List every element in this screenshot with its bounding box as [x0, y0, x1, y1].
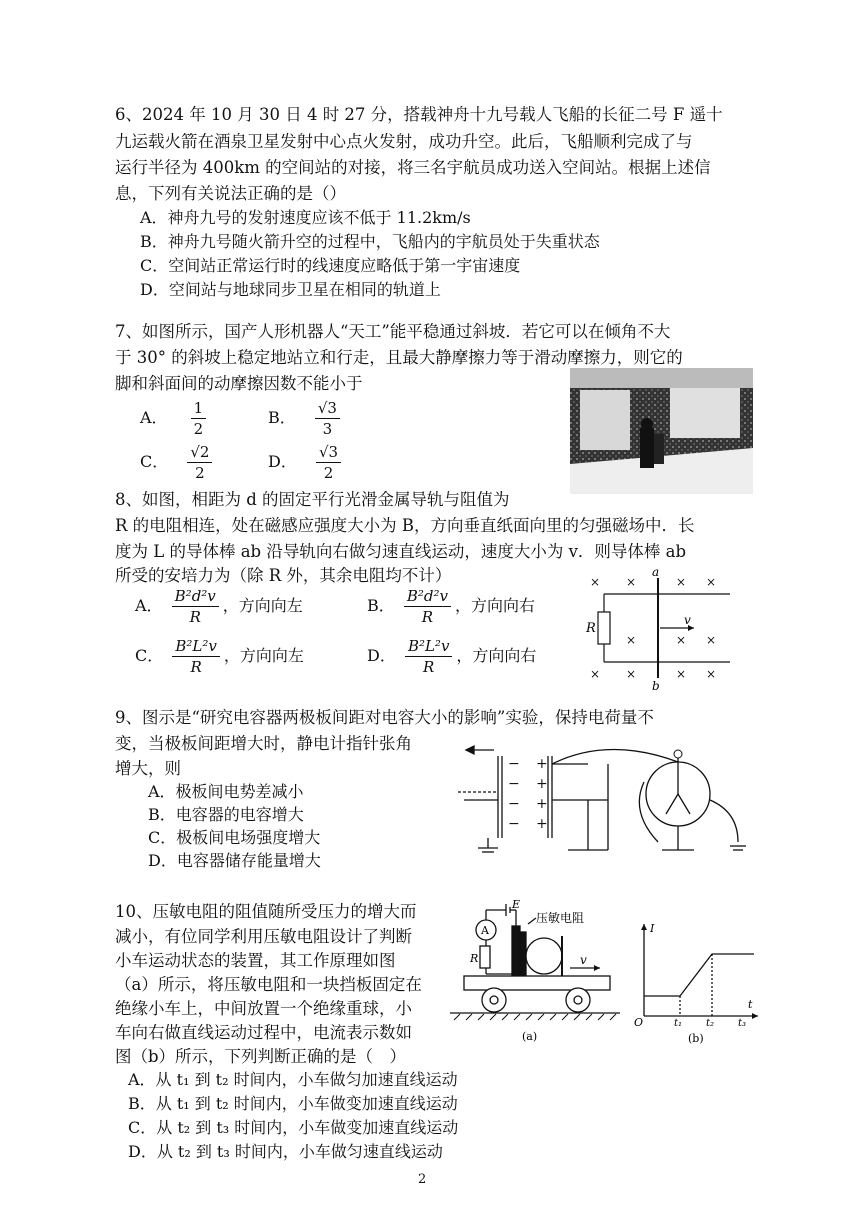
- q9-option-c: C．极板间电场强度增大: [148, 828, 321, 847]
- q7-line-2: 于 30° 的斜坡上稳定地站立和行走，且最大静摩擦力等于滑动摩擦力，则它的: [115, 348, 683, 367]
- resistor-label: R: [470, 952, 479, 965]
- q8-line-3: 度为 L 的导体棒 ab 沿导轨向右做匀速直线运动，速度大小为 v．则导体棒 ab: [115, 542, 687, 561]
- figure-a-caption: (a): [522, 1030, 538, 1043]
- axis-i-label: I: [650, 922, 655, 935]
- figure-b-caption: (b): [688, 1032, 704, 1045]
- svg-text:+: +: [536, 776, 548, 792]
- field-cross: ×: [626, 575, 637, 589]
- emf-label: E: [512, 898, 521, 911]
- svg-text:+: +: [536, 756, 548, 772]
- q6-line-1: 6、2024 年 10 月 30 日 4 时 27 分，搭载神舟十九号载人飞船的长征二号 F 遥十: [115, 105, 723, 124]
- q7-option-c-label: C．: [140, 452, 169, 471]
- q8-line-1: 8、如图，相距为 d 的固定平行光滑金属导轨与阻值为: [115, 490, 510, 509]
- q8-option-a: [135, 586, 303, 627]
- page-number: 2: [418, 1172, 427, 1187]
- numerator: 1: [191, 398, 207, 419]
- q10-line-1: 10、压敏电阻的阻值随所受压力的增大而: [115, 902, 417, 921]
- field-cross: ×: [706, 667, 717, 681]
- q8-option-a-fraction: [172, 586, 219, 627]
- q8-option-a-direction: ，方向向左: [222, 596, 303, 615]
- q8-option-b: [367, 586, 535, 627]
- field-cross: ×: [676, 575, 687, 589]
- q6-option-c: C．空间站正常运行时的线速度应略低于第一宇宙速度: [140, 256, 521, 275]
- svg-text:+: +: [536, 796, 548, 812]
- q9-option-d: D．电容器储存能量增大: [148, 851, 321, 870]
- q7-line-1: 7、如图所示，国产人形机器人“天工”能平稳通过斜坡．若它可以在倾角不大: [115, 322, 671, 341]
- ammeter-label: A: [481, 924, 489, 937]
- svg-text:−: −: [508, 816, 520, 832]
- q9-option-a: A．极板间电势差减小: [148, 782, 304, 801]
- field-cross: ×: [706, 575, 717, 589]
- q7-option-d: [268, 442, 345, 483]
- q8-line-4: 所受的安培力为（除 R 外，其余电阻均不计）: [115, 566, 452, 585]
- field-cross: ×: [590, 667, 601, 681]
- piezoresistor-label: 压敏电阻: [536, 911, 585, 925]
- rod-end-b: b: [652, 679, 660, 690]
- q7-option-a-label: A．: [140, 408, 168, 427]
- q10-option-c: C．从 t₂ 到 t₃ 时间内，小车做变加速直线运动: [128, 1118, 459, 1137]
- q9-line-2: 变，当极板间距增大时，静电计指针张角: [115, 734, 412, 753]
- q7-option-b-fraction: [315, 398, 340, 439]
- q10-line-5: 绝缘小车上，中间放置一个绝缘重球，小: [115, 999, 412, 1018]
- t3-label: t₃: [738, 1018, 747, 1029]
- q10-line-7: 图（b）所示，下列判断正确的是（ ）: [115, 1047, 407, 1066]
- q9-line-1: 9、图示是“研究电容器两极板间距对电容大小的影响”实验，保持电荷量不: [115, 708, 654, 727]
- field-cross: ×: [676, 633, 687, 647]
- q8-option-d-label: D．: [367, 646, 396, 665]
- q6-option-b: B．神舟九号随火箭升空的过程中，飞船内的宇航员处于失重状态: [140, 232, 600, 251]
- q10-line-2: 减小，有位同学利用压敏电阻设计了判断: [115, 927, 412, 946]
- q10-option-a: A．从 t₁ 到 t₂ 时间内，小车做匀加速直线运动: [128, 1070, 458, 1089]
- svg-text:−: −: [508, 776, 520, 792]
- axis-t-label: t: [748, 998, 753, 1011]
- velocity-label: v: [684, 613, 691, 627]
- t1-label: t₁: [674, 1018, 683, 1029]
- q8-option-a-label: A．: [135, 596, 163, 615]
- denominator: R: [421, 608, 434, 626]
- rod-end-a: a: [652, 566, 660, 579]
- field-cross: ×: [676, 667, 687, 681]
- numerator: B²d²v: [404, 586, 451, 607]
- q8-option-c: [135, 636, 304, 677]
- denominator: R: [190, 658, 202, 676]
- q10-line-3: 小车运动状态的装置，其工作原理如图: [115, 951, 396, 970]
- numerator: B²L²v: [172, 636, 219, 657]
- q8-option-d: [367, 636, 536, 677]
- robot-photo: [570, 368, 753, 494]
- svg-text:+: +: [536, 816, 548, 832]
- q8-option-c-fraction: [172, 636, 219, 677]
- numerator: √3: [315, 398, 340, 419]
- field-cross: ×: [626, 633, 637, 647]
- q7-option-c-fraction: [187, 442, 212, 483]
- q6-option-a: A．神舟九号的发射速度应该不低于 11.2km/s: [140, 208, 471, 227]
- svg-text:−: −: [508, 756, 520, 772]
- field-cross: ×: [626, 667, 637, 681]
- q7-option-d-fraction: [316, 442, 341, 483]
- q6-line-2: 九运载火箭在酒泉卫星发射中心点火发射，成功升空。此后，飞船顺利完成了与: [115, 132, 693, 151]
- denominator: R: [189, 608, 201, 626]
- resistor: [598, 612, 610, 644]
- field-cross: ×: [590, 575, 601, 589]
- q6-option-d: D．空间站与地球同步卫星在相同的轨道上: [140, 280, 441, 299]
- numerator: B²d²v: [172, 586, 219, 607]
- q8-option-c-direction: ，方向向左: [223, 646, 304, 665]
- numerator: √2: [187, 442, 212, 463]
- denominator: 3: [322, 420, 333, 438]
- q8-option-d-fraction: [405, 636, 452, 677]
- pressure-cart-diagram: [450, 896, 620, 1046]
- q7-option-d-label: D．: [268, 452, 297, 471]
- q8-option-b-fraction: [404, 586, 451, 627]
- q6-line-3: 运行半径为 400km 的空间站的对接，将三名宇航员成功送入空间站。根据上述信: [115, 158, 711, 177]
- q7-line-3: 脚和斜面间的动摩擦因数不能小于: [115, 374, 363, 393]
- denominator: 2: [323, 464, 334, 482]
- numerator: B²L²v: [405, 636, 452, 657]
- capacitor-electrometer-diagram: [458, 742, 758, 862]
- current-time-graph: [632, 920, 762, 1046]
- origin-label: O: [634, 1016, 644, 1029]
- q8-option-b-label: B．: [367, 596, 395, 615]
- field-cross: ×: [706, 633, 717, 647]
- q8-option-b-direction: ，方向向右: [455, 596, 536, 615]
- q7-option-b: [268, 398, 344, 439]
- denominator: 2: [195, 464, 205, 482]
- resistor-label: R: [586, 621, 596, 636]
- q10-option-b: B．从 t₁ 到 t₂ 时间内，小车做变加速直线运动: [128, 1094, 458, 1113]
- velocity-label: v: [580, 953, 587, 967]
- denominator: 2: [193, 420, 204, 438]
- q7-option-b-label: B．: [268, 408, 296, 427]
- q9-option-b: B．电容器的电容增大: [148, 805, 304, 824]
- q7-option-c: [140, 442, 216, 483]
- q9-line-3: 增大，则: [115, 759, 181, 778]
- t2-label: t₂: [706, 1018, 715, 1029]
- q8-option-d-direction: ，方向向右: [456, 646, 537, 665]
- q6-line-4: 息，下列有关说法正确的是（）: [115, 184, 346, 203]
- q7-option-a-fraction: [191, 398, 207, 439]
- rail-diagram: [580, 566, 740, 690]
- svg-text:−: −: [508, 796, 520, 812]
- q7-option-a: [140, 398, 210, 439]
- numerator: √3: [316, 442, 341, 463]
- q8-line-2: R 的电阻相连，处在磁感应强度大小为 B，方向垂直纸面向里的匀强磁场中．长: [115, 516, 695, 535]
- q10-option-d: D．从 t₂ 到 t₃ 时间内，小车做匀速直线运动: [128, 1142, 443, 1161]
- denominator: R: [423, 658, 435, 676]
- q10-line-6: 车向右做直线运动过程中，电流表示数如: [115, 1023, 412, 1042]
- q10-line-4: （a）所示，将压敏电阻和一块挡板固定在: [115, 975, 422, 994]
- q8-option-c-label: C．: [135, 646, 164, 665]
